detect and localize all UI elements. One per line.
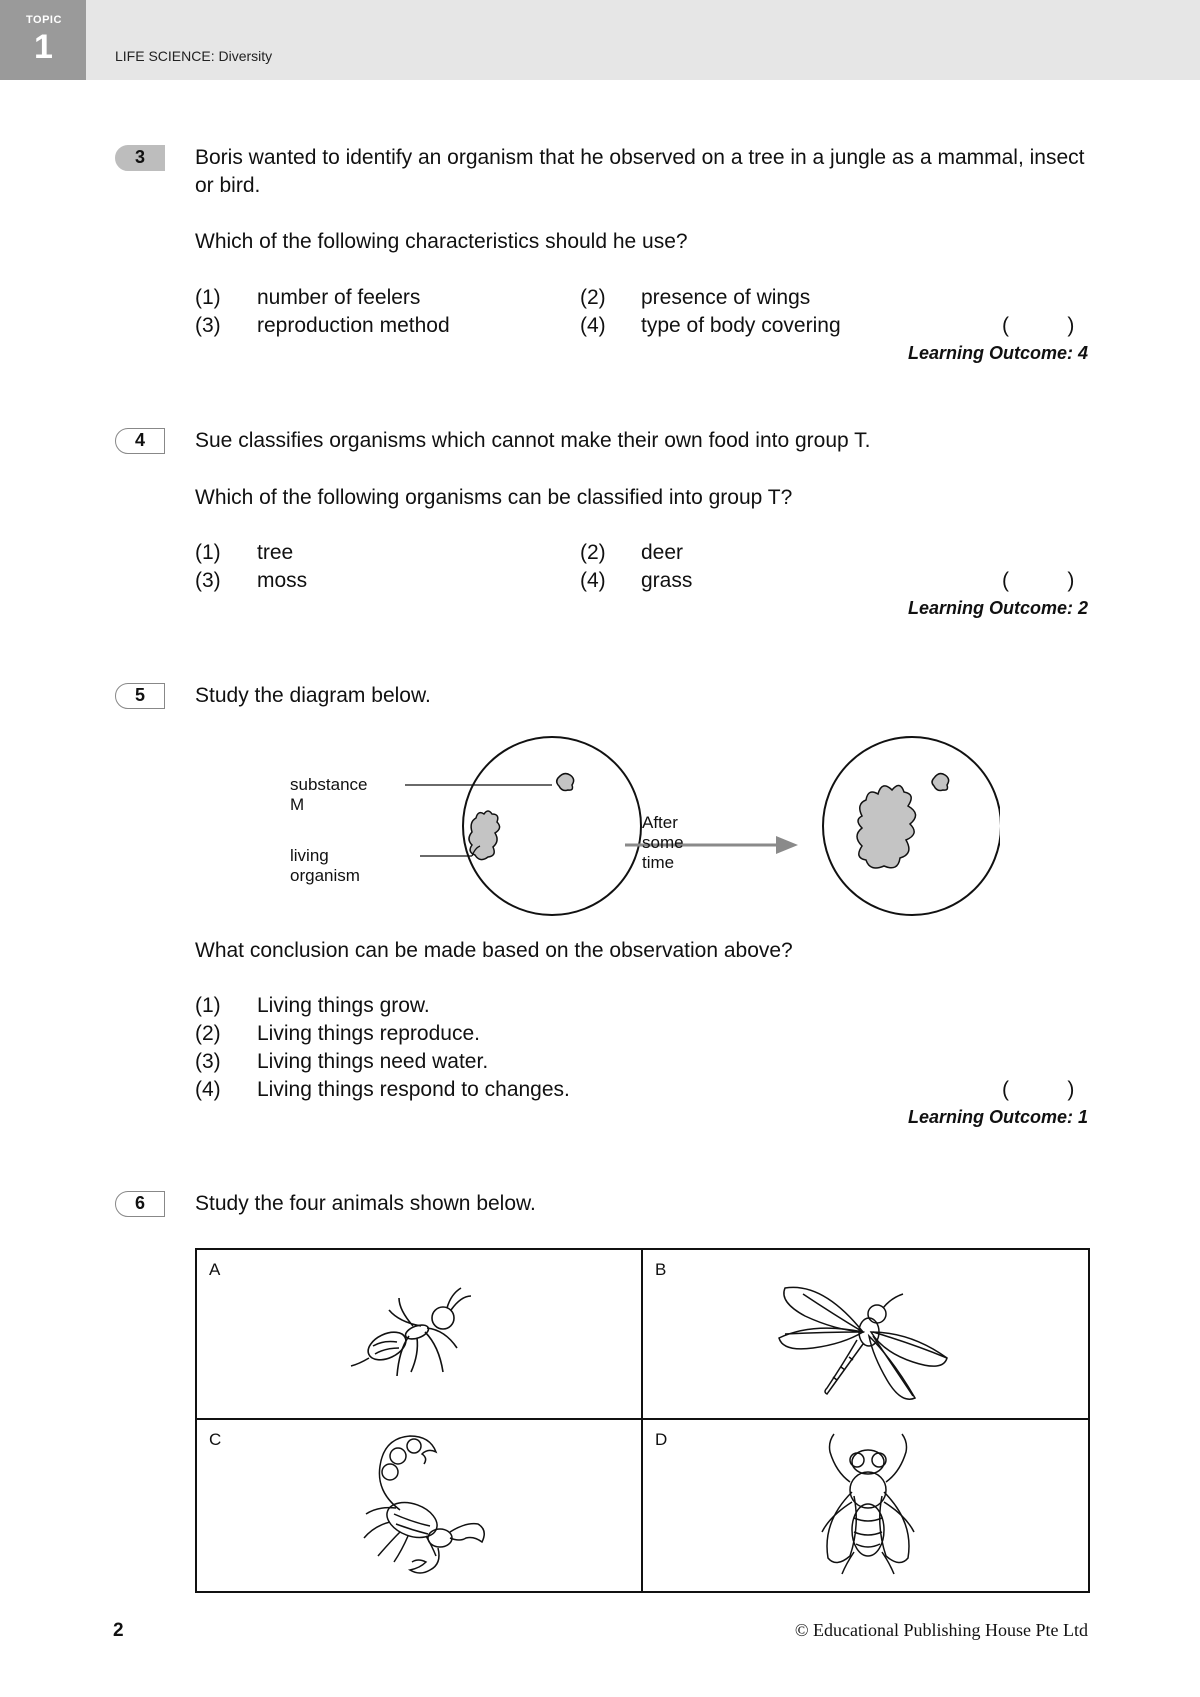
question-number-4: 4 <box>115 428 165 454</box>
label-living-organism: living organism <box>290 846 360 885</box>
q4-option-3-text: moss <box>257 569 308 592</box>
q4-option-3-number: (3) <box>195 569 221 592</box>
q4-option-1-number: (1) <box>195 541 221 564</box>
question-5-prompt: What conclusion can be made based on the observation above? <box>195 939 793 962</box>
cell-label-b: B <box>655 1260 667 1279</box>
dragonfly-icon <box>773 1270 953 1400</box>
ant-icon <box>347 1280 487 1390</box>
q3-option-3-text: reproduction method <box>257 314 450 337</box>
animal-cell-d <box>643 1420 1088 1591</box>
animal-cell-b <box>643 1250 1088 1420</box>
question-4-prompt: Which of the following organisms can be classified into group T? <box>195 486 793 509</box>
question-6-text: Study the four animals shown below. <box>195 1192 536 1215</box>
question-number-6: 6 <box>115 1191 165 1217</box>
q5-option-2-text: Living things reproduce. <box>257 1022 480 1045</box>
q5-option-4-text: Living things respond to changes. <box>257 1078 570 1101</box>
animals-table <box>195 1248 1090 1593</box>
q5-option-3-text: Living things need water. <box>257 1050 489 1073</box>
header-title: LIFE SCIENCE: Diversity <box>115 48 273 64</box>
page-number: 2 <box>113 1620 124 1641</box>
question-4-text: Sue classifies organisms which cannot make their own food into group T. <box>195 429 871 452</box>
q3-option-2-number: (2) <box>580 286 606 309</box>
scorpion-icon <box>342 1432 502 1582</box>
fly-icon <box>808 1432 928 1582</box>
q4-option-2-text: deer <box>641 541 684 564</box>
q3-option-4-number: (4) <box>580 314 606 337</box>
animal-cell-a <box>197 1250 643 1420</box>
question-number-5: 5 <box>115 683 165 709</box>
q3-option-3-number: (3) <box>195 314 221 337</box>
cell-label-a: A <box>209 1260 221 1279</box>
topic-label: TOPIC <box>26 14 62 26</box>
label-substance-m: substance M <box>290 775 368 814</box>
copyright-notice: © Educational Publishing House Pte Ltd <box>794 1620 1088 1640</box>
question-5-text: Study the diagram below. <box>195 684 431 707</box>
cell-label-d: D <box>655 1430 668 1449</box>
q4-learning-outcome: Learning Outcome: 2 <box>907 598 1088 618</box>
q5-option-1-number: (1) <box>195 994 221 1017</box>
q3-answer-blank[interactable]: ( ) <box>1002 314 1075 337</box>
topic-badge <box>0 0 86 80</box>
page-header <box>0 0 1200 80</box>
q4-option-4-text: grass <box>641 569 693 592</box>
q5-option-3-number: (3) <box>195 1050 221 1073</box>
growth-diagram-svg <box>280 730 1000 920</box>
q3-option-4-text: type of body covering <box>641 314 841 337</box>
q3-option-1-number: (1) <box>195 286 221 309</box>
q3-learning-outcome: Learning Outcome: 4 <box>907 343 1088 363</box>
q5-option-2-number: (2) <box>195 1022 221 1045</box>
q5-learning-outcome: Learning Outcome: 1 <box>907 1107 1088 1127</box>
q5-answer-blank[interactable]: ( ) <box>1002 1078 1075 1101</box>
question-3-prompt: Which of the following characteristics should he use? <box>195 230 688 253</box>
question-3-text: Boris wanted to identify an organism that he observed on a tree in a jungle as a mammal, insect or bird. <box>195 146 1085 197</box>
cell-label-c: C <box>209 1430 222 1449</box>
q4-option-4-number: (4) <box>580 569 606 592</box>
q4-option-2-number: (2) <box>580 541 606 564</box>
question-number-3: 3 <box>115 145 165 171</box>
q3-option-2-text: presence of wings <box>641 286 811 309</box>
q4-option-1-text: tree <box>257 541 294 564</box>
time-arrowhead <box>776 836 798 854</box>
q5-option-1-text: Living things grow. <box>257 994 430 1017</box>
animal-cell-c <box>197 1420 643 1591</box>
label-after-some-time: After some time <box>642 813 684 872</box>
q4-answer-blank[interactable]: ( ) <box>1002 569 1075 592</box>
topic-number: 1 <box>34 28 53 66</box>
q3-option-1-text: number of feelers <box>257 286 421 309</box>
q5-option-4-number: (4) <box>195 1078 221 1101</box>
